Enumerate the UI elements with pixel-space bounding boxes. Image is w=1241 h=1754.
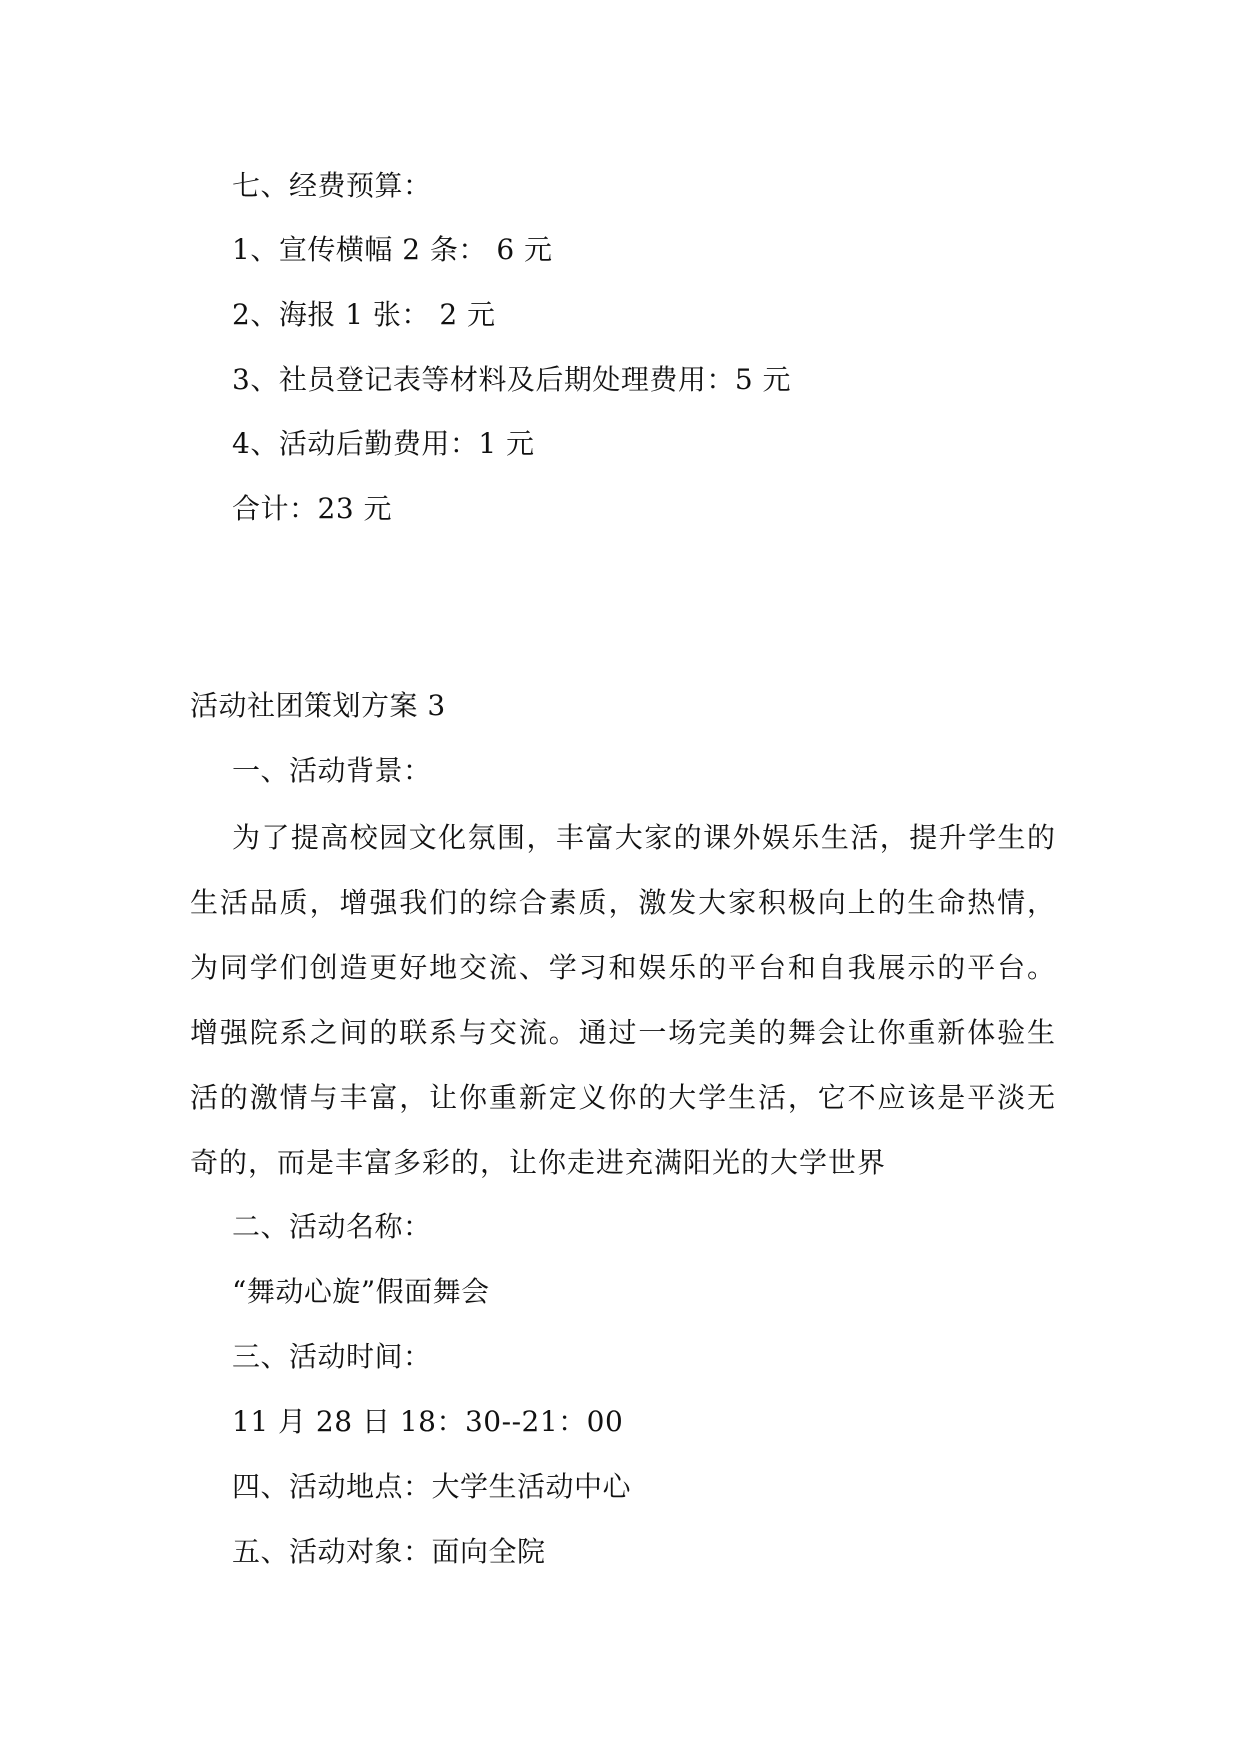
event-time: 11 月 28 日 18：30--21：00 <box>232 1405 624 1438</box>
budget-item-poster: 2、海报 1 张： 2 元 <box>232 298 496 331</box>
budget-total: 合计：23 元 <box>232 492 393 525</box>
plan-title: 活动社团策划方案 3 <box>190 689 446 722</box>
event-audience: 五、活动对象：面向全院 <box>232 1535 546 1568</box>
background-paragraph: 为了提高校园文化氛围，丰富大家的课外娱乐生活，提升学生的生活品质，增强我们的综合素质，激发大家积极向上的生命热情，为同学们创造更好地交流、学习和娱乐的平台和自我展示的平台。增强院系之间的联系与交流。通过一场完美的舞会让你重新体验生活的激情与丰富，让你重新定义你的大学生活，它不应该是平淡无奇的，而是丰富多彩的，让你走进充满阳光的大学世界 <box>190 821 1056 1179</box>
event-location: 四、活动地点：大学生活动中心 <box>232 1470 632 1503</box>
budget-item-logistics: 4、活动后勤费用：1 元 <box>232 427 535 460</box>
budget-item-banner: 1、宣传横幅 2 条： 6 元 <box>232 233 553 266</box>
event-name: “舞动心旋”假面舞会 <box>232 1275 490 1308</box>
name-heading: 二、活动名称： <box>232 1210 432 1243</box>
time-heading: 三、活动时间： <box>232 1340 432 1373</box>
budget-heading: 七、经费预算： <box>232 169 432 202</box>
background-heading: 一、活动背景： <box>232 754 432 787</box>
budget-item-materials: 3、社员登记表等材料及后期处理费用：5 元 <box>232 363 792 396</box>
